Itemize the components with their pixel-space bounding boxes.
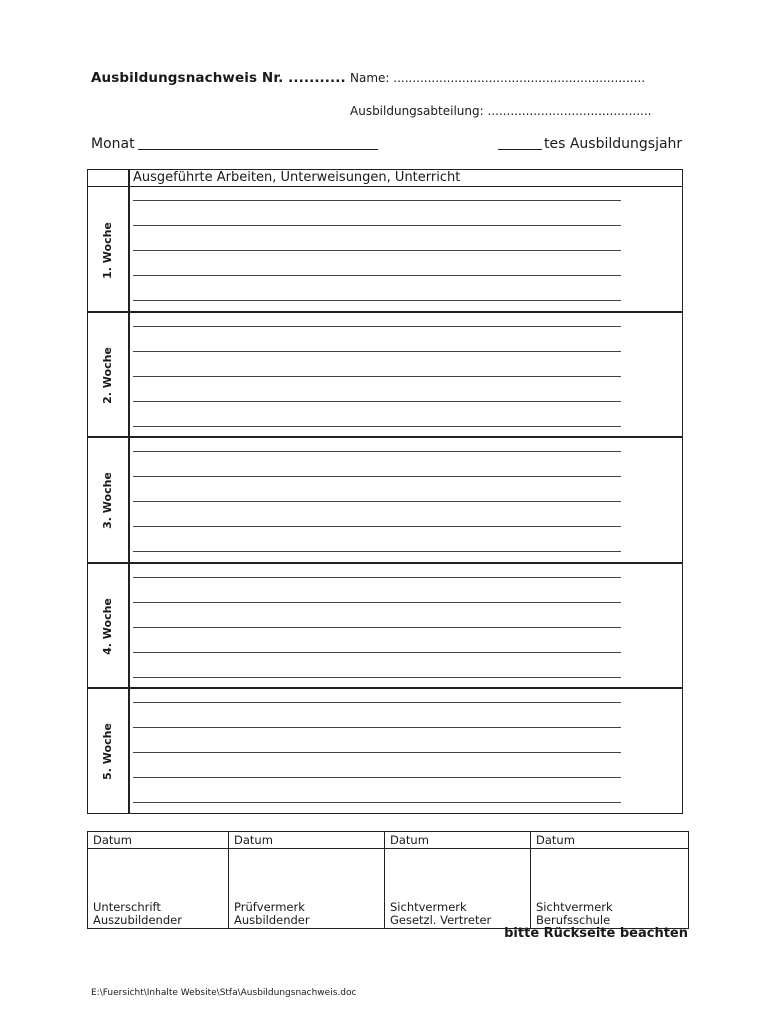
week-label-cell <box>87 187 128 313</box>
date-label: Datum <box>229 832 385 849</box>
writing-line[interactable] <box>133 376 621 377</box>
abteilung-field[interactable]: Ausbildungsabteilung: ........................................... <box>350 104 652 118</box>
back-side-note: bitte Rückseite beachten <box>504 926 688 941</box>
signature-table <box>87 831 689 929</box>
ausbildungsjahr-field[interactable] <box>498 149 542 150</box>
signature-space-row <box>88 849 689 901</box>
writing-line[interactable] <box>133 351 621 352</box>
date-label: Datum <box>88 832 229 849</box>
week-row-4 <box>87 562 683 688</box>
week-label: 5. Woche <box>101 722 114 780</box>
writing-line[interactable] <box>133 476 621 477</box>
week-row-5 <box>87 687 683 813</box>
signature-field-auszubildender[interactable] <box>88 849 229 901</box>
writing-line[interactable] <box>133 275 621 276</box>
document-path: E:\Fuersicht\Inhalte Website\Stfa\Ausbildungsnachweis.doc <box>91 988 357 998</box>
caption-line-2: Gesetzl. Vertreter <box>390 913 492 927</box>
writing-line[interactable] <box>133 577 621 578</box>
week-row-1 <box>87 187 683 313</box>
monat-label: Monat <box>91 136 135 152</box>
writing-line[interactable] <box>133 727 621 728</box>
caption-line-1: Unterschrift <box>93 900 161 914</box>
signature-caption <box>229 900 385 929</box>
writing-line[interactable] <box>133 752 621 753</box>
table-header-label: Ausgeführte Arbeiten, Unterweisungen, Unterricht <box>133 170 461 185</box>
writing-line[interactable] <box>133 501 621 502</box>
writing-line[interactable] <box>133 401 621 402</box>
week-label-cell <box>87 313 128 437</box>
writing-line[interactable] <box>133 551 621 552</box>
week-row-3 <box>87 436 683 562</box>
caption-line-1: Sichtvermerk <box>390 900 467 914</box>
writing-line[interactable] <box>133 777 621 778</box>
caption-line-2: Auszubildender <box>93 913 182 927</box>
writing-line[interactable] <box>133 627 621 628</box>
writing-line[interactable] <box>133 802 621 803</box>
form-title: Ausbildungsnachweis Nr. ........... <box>91 70 346 86</box>
signature-caption <box>385 900 531 929</box>
caption-line-1: Prüfvermerk <box>234 900 305 914</box>
name-field[interactable]: Name: .................................................................. <box>350 71 646 85</box>
date-label: Datum <box>385 832 531 849</box>
writing-line[interactable] <box>133 526 621 527</box>
signature-caption <box>88 900 229 929</box>
writing-line[interactable] <box>133 250 621 251</box>
signature-field-vertreter[interactable] <box>385 849 531 901</box>
writing-line[interactable] <box>133 677 621 678</box>
writing-line[interactable] <box>133 300 621 301</box>
week-label-cell <box>87 438 128 562</box>
caption-line-2: Berufsschule <box>536 913 611 927</box>
ausbildungsjahr-label: tes Ausbildungsjahr <box>544 136 683 152</box>
writing-line[interactable] <box>133 451 621 452</box>
week-label: 3. Woche <box>101 471 114 529</box>
signature-caption-row <box>88 900 689 929</box>
week-label: 2. Woche <box>101 346 114 404</box>
writing-line[interactable] <box>133 652 621 653</box>
signature-caption <box>531 900 689 929</box>
caption-line-2: Ausbildender <box>234 913 310 927</box>
writing-line[interactable] <box>133 200 621 201</box>
writing-line[interactable] <box>133 225 621 226</box>
writing-line[interactable] <box>133 702 621 703</box>
writing-line[interactable] <box>133 602 621 603</box>
signature-field-berufsschule[interactable] <box>531 849 689 901</box>
week-label: 1. Woche <box>101 221 114 279</box>
week-label-cell <box>87 689 128 813</box>
writing-line[interactable] <box>133 426 621 427</box>
week-column-divider <box>128 169 130 814</box>
week-row-2 <box>87 311 683 437</box>
week-label-cell <box>87 564 128 688</box>
monat-field[interactable] <box>138 149 378 150</box>
writing-line[interactable] <box>133 326 621 327</box>
signature-date-row <box>88 832 689 849</box>
week-label: 4. Woche <box>101 597 114 655</box>
signature-field-ausbildender[interactable] <box>229 849 385 901</box>
date-label: Datum <box>531 832 689 849</box>
caption-line-1: Sichtvermerk <box>536 900 613 914</box>
